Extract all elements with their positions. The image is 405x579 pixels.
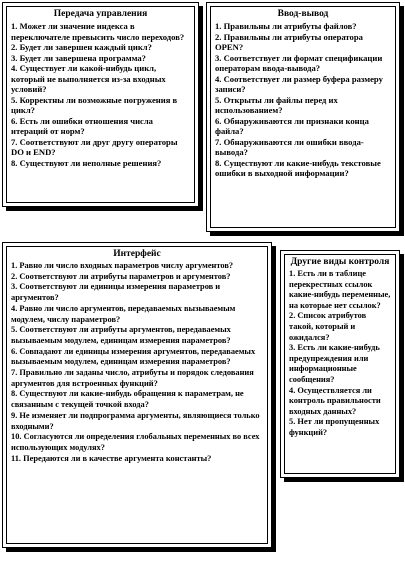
input-output-item: 3. Соответствует ли формат спецификации операторам ввода-вывода? xyxy=(215,52,383,73)
other-checks-item: 5. Нет ли пропущенных функций? xyxy=(289,417,380,437)
input-output-item: 8. Существуют ли какие-нибудь текстовые ошибки в выходной информации? xyxy=(215,157,381,178)
interface-title: Интерфейс xyxy=(113,249,161,259)
control-transfer-item: 8. Существуют ли неполные решения? xyxy=(11,157,162,168)
other-checks-panel xyxy=(280,250,400,478)
control-transfer-panel xyxy=(2,2,199,207)
control-transfer-inner xyxy=(6,6,195,203)
interface-item: 9. Не изменяет ли подпрограмма аргументы, являющиеся только входными? xyxy=(11,410,260,431)
input-output-inner xyxy=(210,6,396,228)
interface-item: 4. Равно ли число аргументов, передаваемых вызываемым модулем, числу параметров? xyxy=(11,303,236,324)
interface-item: 1. Равно ли число входных параметров числу аргументов? xyxy=(11,261,234,270)
other-checks-list xyxy=(289,269,391,439)
control-transfer-item: 1. Может ли значение индекса в переключателе превысить число переходов? xyxy=(11,21,185,42)
other-checks-item: 3. Есть ли какие-нибудь предупреждения или информационные сообщения? xyxy=(289,343,380,384)
other-checks-inner xyxy=(284,254,396,474)
input-output-list xyxy=(215,21,391,179)
input-output-item: 4. Соответствует ли размер буфера размеру записи? xyxy=(215,73,383,94)
control-transfer-item: 6. Есть ли ошибки отношения числа итераций от норм? xyxy=(11,115,153,136)
interface-item: 10. Согласуются ли определения глобальных переменных во всех использующих модулях? xyxy=(11,432,260,452)
other-checks-item: 4. Осуществляется ли контроль правильности входных данных? xyxy=(289,385,381,416)
control-transfer-item: 2. Будет ли завершен каждый цикл? xyxy=(11,42,152,52)
other-checks-title: Другие виды контроля xyxy=(290,257,390,267)
control-transfer-item: 3. Будет ли завершена программа? xyxy=(11,52,146,63)
control-transfer-item: 7. Соответствуют ли друг другу операторы DO и END? xyxy=(11,136,178,157)
input-output-panel xyxy=(206,2,400,232)
other-checks-item: 1. Есть ли в таблице перекрестных ссылок какие-нибудь переменные, на которые нет ссылок? xyxy=(289,269,391,310)
input-output-title: Ввод-вывод xyxy=(277,9,329,19)
interface-item: 11. Передаются ли в качестве аргумента константы? xyxy=(11,453,212,463)
interface-item: 2. Соответствуют ли атрибуты параметров и аргументов? xyxy=(11,271,231,281)
interface-item: 7. Правильно ли заданы число, атрибуты и порядок следования аргументов для встроенных функций? xyxy=(11,368,254,388)
interface-item: 3. Соответствуют ли единицы измерения параметров и аргументов? xyxy=(11,282,221,303)
control-transfer-item: 5. Корректны ли возможные погружения в цикл? xyxy=(11,94,178,115)
input-output-item: 1. Правильны ли атрибуты файлов? xyxy=(215,21,357,31)
input-output-item: 5. Открыты ли файлы перед их использованием? xyxy=(215,94,338,115)
input-output-item: 6. Обнаруживаются ли признаки конца файла? xyxy=(215,115,369,136)
interface-item: 8. Существуют ли какие-нибудь обращения к параметрам, не связанным с текущей точкой входа? xyxy=(11,389,244,410)
input-output-item: 2. Правильны ли атрибуты оператора OPEN? xyxy=(215,31,363,52)
control-transfer-list xyxy=(11,21,190,168)
interface-inner xyxy=(6,246,268,544)
interface-list xyxy=(11,261,263,464)
other-checks-item: 2. Список атрибутов такой, который и ожидался? xyxy=(289,311,367,342)
interface-item: 5. Соответствуют ли атрибуты аргументов, передаваемых вызываемым модулем, единицам измерения параметров? xyxy=(11,325,231,345)
control-transfer-title: Передача управления xyxy=(53,9,148,19)
interface-item: 6. Совпадают ли единицы измерения аргументов, передаваемых вызываемым модулем, единицам измерения параметров? xyxy=(11,346,256,367)
interface-panel xyxy=(2,242,272,548)
input-output-item: 7. Обнаруживаются ли ошибки ввода-вывода? xyxy=(215,136,364,157)
control-transfer-item: 4. Существует ли какой-нибудь цикл, который не выполняется из-за входных условий? xyxy=(11,63,166,94)
